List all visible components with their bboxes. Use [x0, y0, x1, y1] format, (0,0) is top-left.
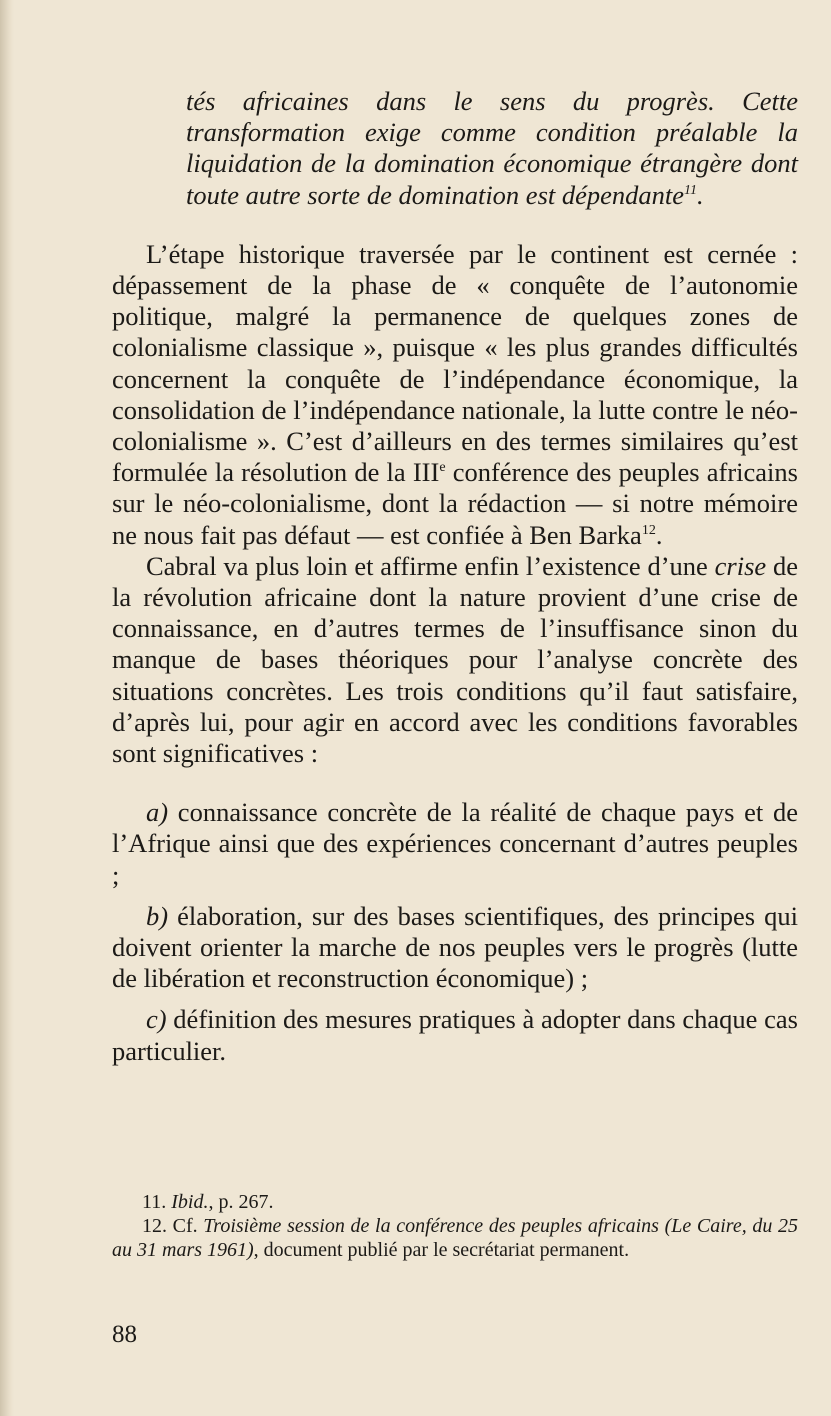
footnote-ref-12: 12 — [641, 522, 656, 538]
quotation — [112, 86, 798, 211]
list-item-c — [112, 1004, 798, 1066]
footnote-12 — [112, 1215, 798, 1263]
footnote-ref-11: 11 — [684, 182, 697, 198]
ordinal-superscript: e — [439, 460, 446, 476]
paragraph-2 — [112, 551, 798, 769]
para2-emphasis: crise — [714, 550, 767, 581]
para1-end: . — [655, 519, 663, 550]
footnote-number: 12. Cf. — [142, 1214, 204, 1237]
body-text — [112, 86, 798, 1067]
para1-text: L’étape historique traversée par le continent est cernée : dépassement de la phase de « conquête de l’autonomie politique, malgré la permanence de quelques zones de colonialisme classique », puisque « les plus grandes difficultés concernent la conquête de l’indépendance économique, la consolidation de l’indépendance nationale, la lutte contre le néo-colonialisme ». C’est d’ailleurs en des termes similaires qu’est formulée la résolution de la III — [112, 238, 798, 488]
list-marker: a) — [146, 797, 169, 828]
footnote-ibid: Ibid. — [171, 1191, 209, 1213]
footnote-text: , p. 267. — [208, 1191, 274, 1213]
footnote-title: Troisième session de la conférence des peuples africains (Le Caire, du 25 au 31 mars 1961) — [112, 1214, 798, 1261]
list-item-text: connaissance concrète de la réalité de chaque pays et de l’Afrique ainsi que des expériences concernant d’autres peuples ; — [112, 797, 798, 890]
para2-rest: de la révolution africaine dont la nature provient d’une crise de connaissance, en d’autres termes de l’insuffisance sinon du manque de bases théoriques pour l’analyse concrète des situations concrètes. Les trois conditions qu’il faut satisfaire, d’après lui, pour agir en accord avec les conditions favorables sont significatives : — [112, 550, 798, 769]
quote-end: . — [696, 179, 704, 210]
page-number: 88 — [112, 1321, 137, 1348]
list-marker: b) — [146, 900, 169, 931]
footnote-number: 11. — [142, 1191, 172, 1213]
footnotes — [112, 1191, 798, 1262]
list-item-b — [112, 901, 798, 995]
page-binding-edge — [0, 0, 14, 1416]
footnote-11 — [112, 1191, 798, 1215]
paragraph-1 — [112, 239, 798, 551]
list-item-text: élaboration, sur des bases scientifiques, des principes qui doivent orienter la marche de nos peuples vers le progrès (lutte de libération et reconstruction économique) ; — [112, 900, 798, 994]
footnote-text: , document publié par le secrétariat permanent. — [253, 1238, 630, 1261]
quote-text: tés africaines dans le sens du progrès. Cette transformation exige comme condition préalable la liquidation de la domination économique étrangère dont toute autre sorte de domination est dépendante — [186, 86, 798, 210]
list-item-a — [112, 797, 798, 891]
list-marker: c) — [146, 1004, 167, 1035]
para1-text-2: conférence des peuples africains sur le néo-colonialisme, dont la rédaction — si notre mémoire ne nous fait pas défaut — est confiée à Ben Barka — [112, 457, 798, 550]
para2-start: Cabral va plus loin et affirme enfin l’existence d’une — [146, 550, 715, 581]
list-item-text: définition des mesures pratiques à adopter dans chaque cas particulier. — [112, 1004, 798, 1066]
